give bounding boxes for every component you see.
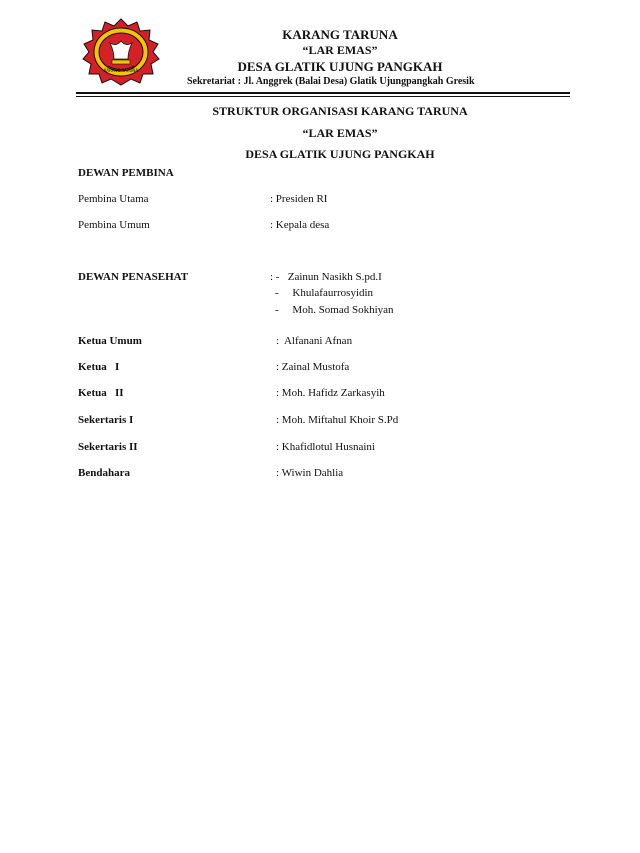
bendahara-value: : Wiwin Dahlia [276, 467, 344, 479]
pembina-umum-value: : Kepala desa [270, 219, 330, 231]
header-rule-thick [76, 92, 570, 94]
doc-title-line1: STRUKTUR ORGANISASI KARANG TARUNA [212, 104, 468, 118]
penasehat-member: - Moh. Somad Sokhiyan [275, 304, 394, 316]
penasehat-member: : - Zainun Nasikh S.pd.I [270, 271, 382, 283]
doc-title-line2: “LAR EMAS” [302, 126, 378, 140]
sekertaris-2-label: Sekertaris II [78, 441, 138, 453]
ketua-2-label: Ketua II [78, 387, 124, 399]
secretariat-address: Sekretariat : Jl. Anggrek (Balai Desa) Glatik Ujungpangkah Gresik [187, 76, 475, 87]
org-name: KARANG TARUNA [282, 27, 398, 42]
penasehat-member: - Khulafaurrosyidin [275, 287, 374, 299]
ketua-1-label: Ketua I [78, 361, 120, 373]
header-rule-thin [76, 96, 570, 97]
sekertaris-2-value: : Khafidlotul Husnaini [276, 441, 375, 453]
ketua-1-value: : Zainal Mustofa [276, 361, 350, 373]
ketua-2-value: : Moh. Hafidz Zarkasyih [276, 387, 385, 399]
org-nickname: “LAR EMAS” [302, 43, 378, 57]
sekertaris-1-value: : Moh. Miftahul Khoir S.Pd [276, 414, 399, 426]
sekertaris-1-label: Sekertaris I [78, 414, 134, 426]
svg-text:KARANG TARUNA: KARANG TARUNA [103, 68, 139, 73]
pembina-utama-label: Pembina Utama [78, 193, 149, 205]
pembina-umum-label: Pembina Umum [78, 219, 150, 231]
doc-title-line3: DESA GLATIK UJUNG PANGKAH [245, 147, 435, 161]
ketua-umum-value: : Alfanani Afnan [276, 335, 353, 347]
pembina-utama-value: : Presiden RI [270, 193, 328, 205]
village-name: DESA GLATIK UJUNG PANGKAH [237, 59, 443, 74]
karang-taruna-logo [78, 17, 164, 87]
bendahara-label: Bendahara [78, 467, 130, 479]
dewan-penasehat-heading: DEWAN PENASEHAT [78, 271, 189, 283]
ketua-umum-label: Ketua Umum [78, 335, 142, 347]
dewan-pembina-heading: DEWAN PEMBINA [78, 167, 174, 179]
